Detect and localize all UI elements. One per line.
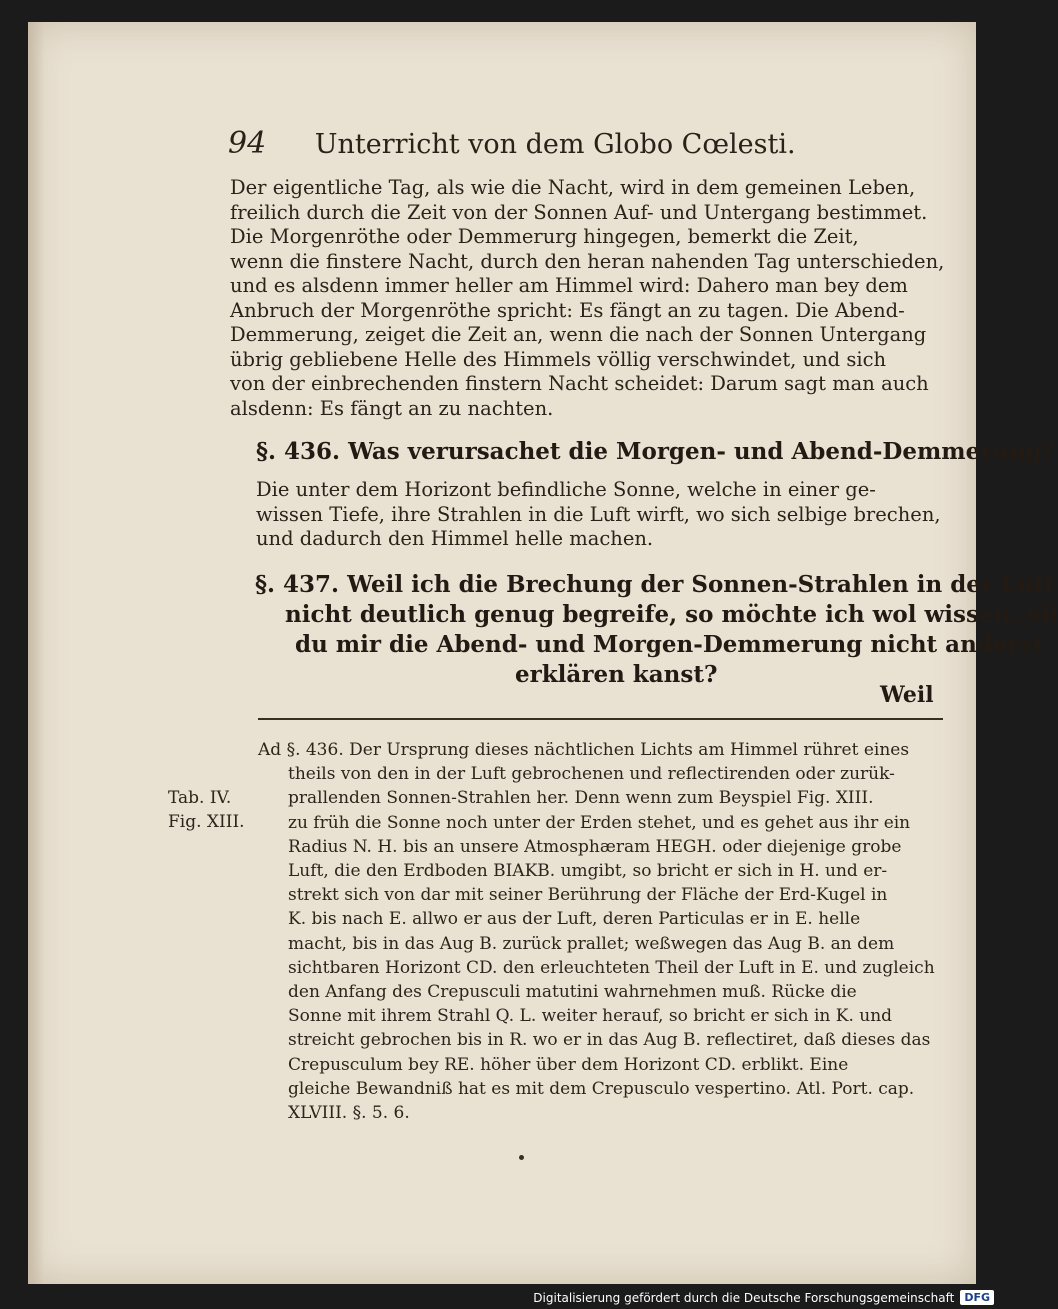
dfg-logo-icon: DFG bbox=[960, 1290, 994, 1305]
footnote-line: sichtbaren Horizont CD. den erleuchteten Theil der Luft in E. und zugleich bbox=[288, 957, 935, 978]
footnote-line: gleiche Bewandniß hat es mit dem Crepusculo vespertino. Atl. Port. cap. bbox=[288, 1078, 915, 1099]
ink-dot bbox=[519, 1155, 524, 1160]
text-line: alsdenn: Es fängt an zu nachten. bbox=[230, 396, 554, 420]
text-line: und es alsdenn immer heller am Himmel wird: Dahero man bey dem bbox=[230, 274, 908, 297]
text-line: Der eigentliche Tag, als wie die Nacht, wird in dem gemeinen Leben, bbox=[230, 176, 916, 199]
footnote-line: zu früh die Sonne noch unter der Erden stehet, und es gehet aus ihr ein bbox=[288, 812, 911, 833]
question-437-line: §. 437. Weil ich die Brechung der Sonnen-Strahlen in der Luft bbox=[255, 571, 1055, 598]
footnote-line: Ad §. 436. Der Ursprung dieses nächtlichen Lichts am Himmel rühret eines bbox=[258, 740, 910, 760]
text-line: wenn die finstere Nacht, durch den heran nahenden Tag unterschieden, bbox=[230, 249, 945, 273]
footnote-line: theils von den in der Luft gebrochenen und reflectirenden oder zurük- bbox=[288, 764, 895, 785]
footnote-line: macht, bis in das Aug B. zurück prallet; weßwegen das Aug B. an dem bbox=[288, 933, 895, 954]
footnote-line: strekt sich von dar mit seiner Berührung der Fläche der Erd-Kugel in bbox=[288, 885, 888, 906]
text-line: übrig gebliebene Helle des Himmels völlig verschwindet, und sich bbox=[230, 347, 887, 371]
text-line: Demmerung, zeiget die Zeit an, wenn die nach der Sonnen Untergang bbox=[230, 323, 927, 346]
footnote-line: Crepusculum bey RE. höher über dem Horizont CD. erblikt. Eine bbox=[288, 1054, 849, 1075]
page-gutter bbox=[28, 22, 44, 1284]
margin-figure-ref: Fig. XIII. bbox=[168, 812, 245, 832]
page-number: 94 bbox=[228, 126, 267, 161]
footnote-line: Radius N. H. bis an unsere Atmosphæram HEGH. oder diejenige grobe bbox=[288, 836, 902, 857]
footnote-line: streicht gebrochen bis in R. wo er in das Aug B. reflectiret, daß dieses das bbox=[288, 1030, 931, 1051]
running-head bbox=[228, 126, 928, 161]
footnote-line: Luft, die den Erdboden BIAKB. umgibt, so bricht er sich in H. und er- bbox=[288, 861, 888, 882]
text-line: von der einbrechenden finstern Nacht scheidet: Darum sagt man auch bbox=[230, 372, 929, 395]
text-line: Die unter dem Horizont befindliche Sonne, welche in einer ge- bbox=[256, 478, 876, 501]
text-line: Die Morgenröthe oder Demmerurg hingegen, bemerkt die Zeit, bbox=[230, 225, 859, 248]
digitization-footer bbox=[533, 1290, 994, 1305]
footnote-line: den Anfang des Crepusculi matutini wahrnehmen muß. Rücke die bbox=[288, 982, 857, 1003]
footnote-line: XLVIII. §. 5. 6. bbox=[288, 1103, 410, 1124]
footnote bbox=[258, 738, 948, 1125]
intro-paragraph bbox=[230, 176, 945, 421]
text-line: wissen Tiefe, ihre Strahlen in die Luft wirft, wo sich selbige brechen, bbox=[256, 502, 941, 526]
footnote-line: prallenden Sonnen-Strahlen her. Denn wenn zum Beyspiel Fig. XIII. bbox=[288, 788, 874, 809]
text-line: freilich durch die Zeit von der Sonnen Auf- und Untergang bestimmet. bbox=[230, 200, 928, 224]
text-line: und dadurch den Himmel helle machen. bbox=[256, 527, 654, 550]
text-line: Anbruch der Morgenröthe spricht: Es fängt an zu tagen. Die Abend- bbox=[230, 298, 905, 322]
footer-text: Digitalisierung gefördert durch die Deutsche Forschungsgemeinschaft bbox=[533, 1290, 955, 1305]
question-436-heading: §. 436. Was verursachet die Morgen- und Abend-Demmerung? bbox=[256, 438, 1056, 465]
question-437-line: erklären kanst? bbox=[515, 661, 718, 688]
footnote-line: K. bis nach E. allwo er aus der Luft, deren Particulas er in E. helle bbox=[288, 909, 861, 930]
question-437-line: nicht deutlich genug begreife, so möchte ich wol wissen, ob bbox=[285, 601, 1058, 628]
question-437-line: du mir die Abend- und Morgen-Demmerung nicht anderst bbox=[295, 631, 1044, 658]
footnote-line: Sonne mit ihrem Strahl Q. L. weiter herauf, so bricht er sich in K. und bbox=[288, 1006, 893, 1027]
question-437 bbox=[255, 570, 1058, 690]
answer-436 bbox=[256, 478, 946, 552]
question-436 bbox=[256, 437, 1056, 467]
margin-table-ref: Tab. IV. bbox=[168, 788, 232, 808]
catchword: Weil bbox=[880, 682, 934, 708]
footnote-rule bbox=[258, 718, 943, 720]
running-title: Unterricht von dem Globo Cœlesti. bbox=[314, 129, 796, 160]
